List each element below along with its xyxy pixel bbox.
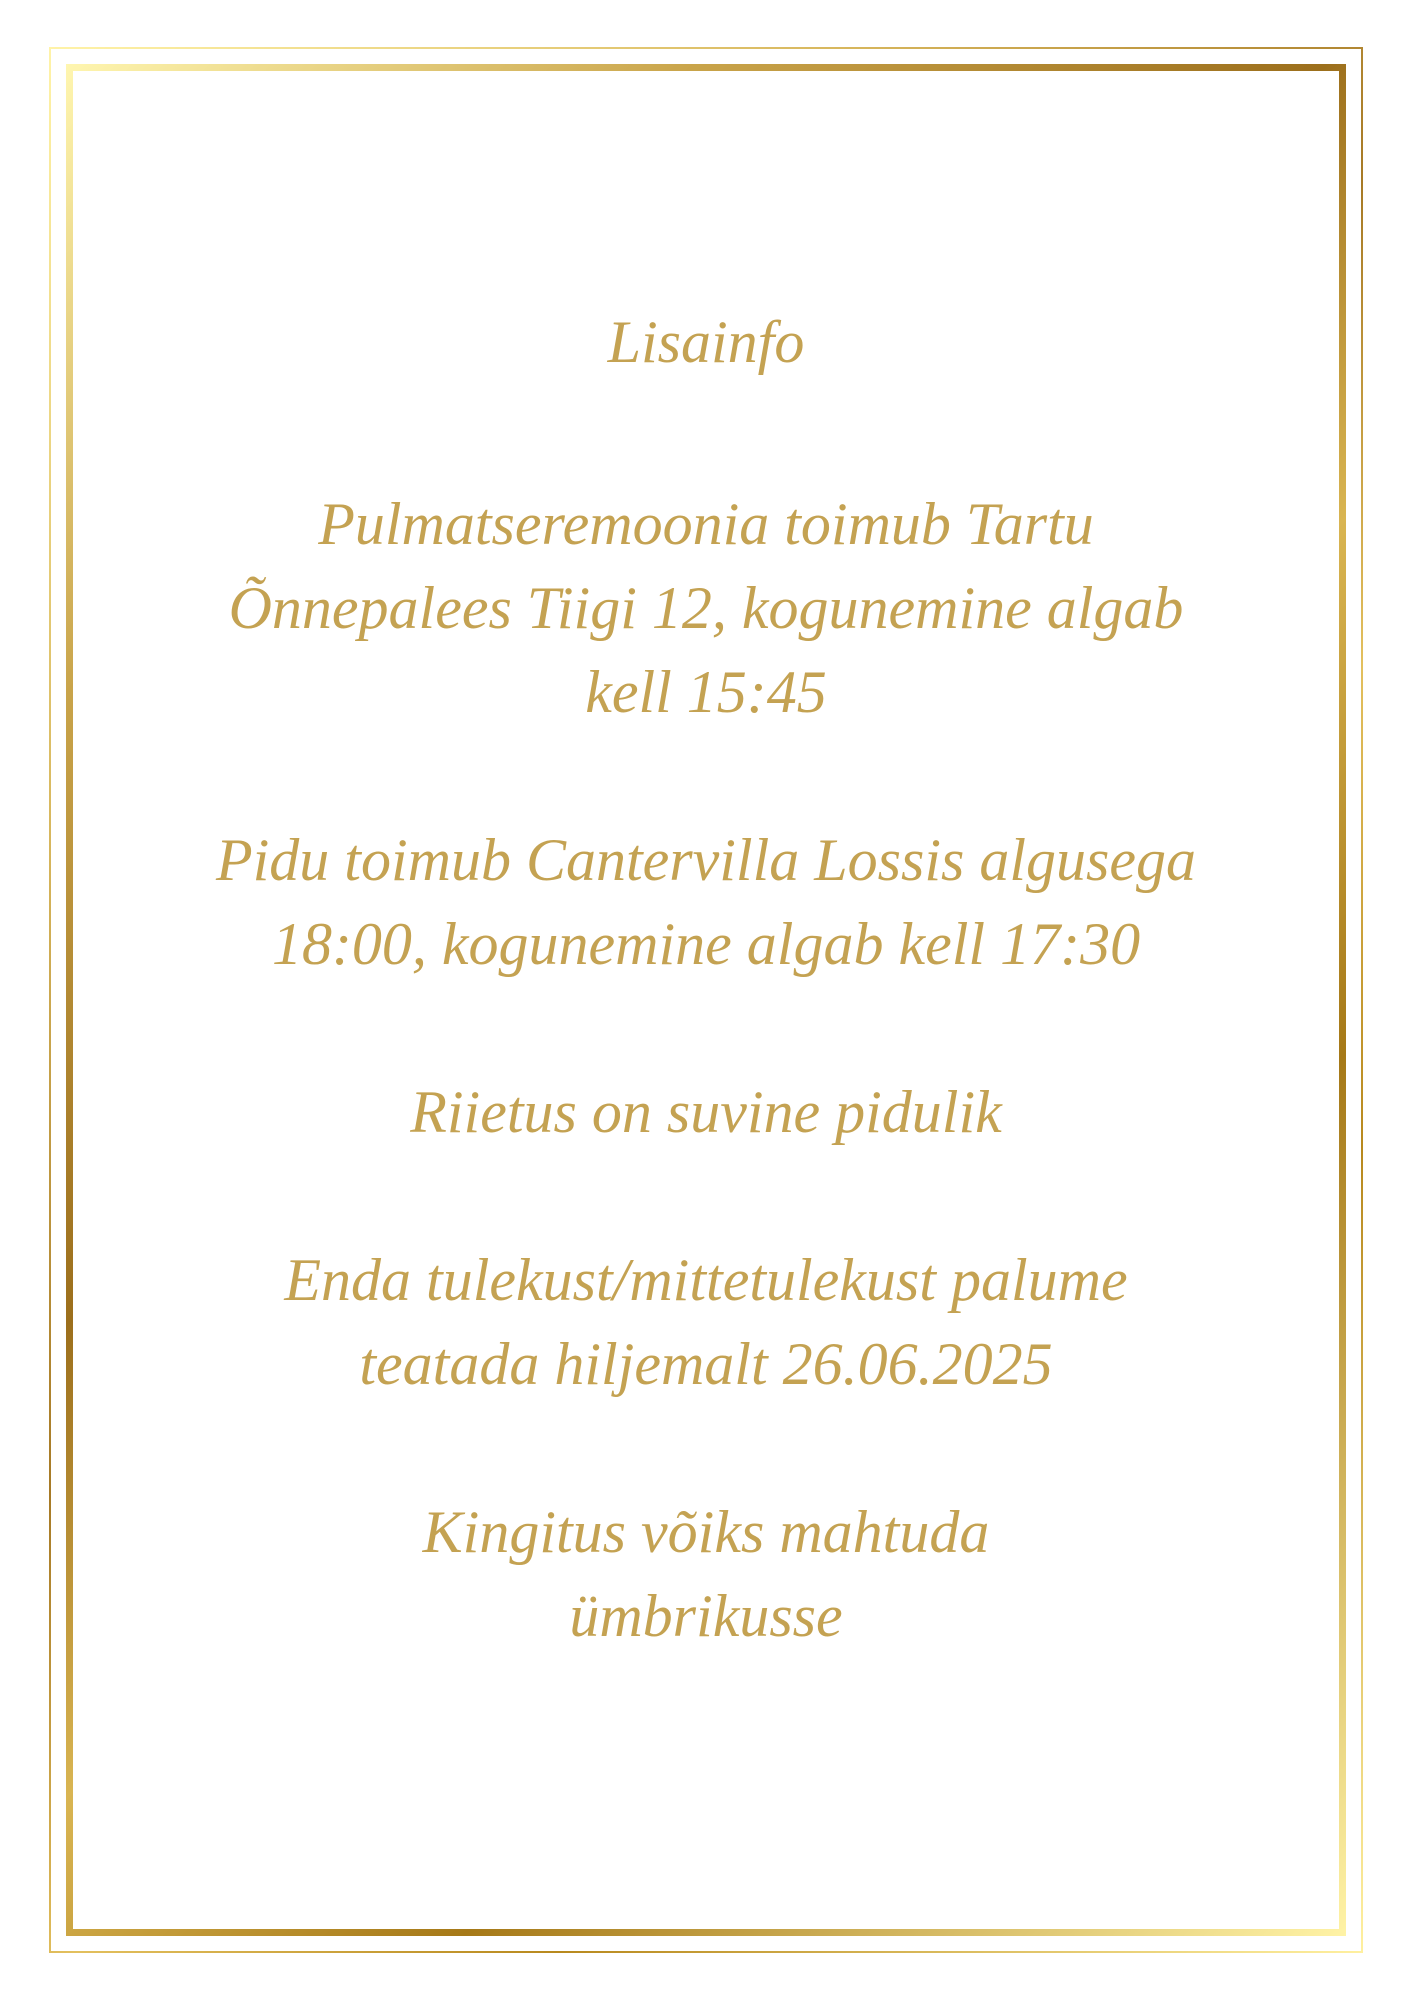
gift-line-2: ümbrikusse [569, 1583, 843, 1649]
rsvp-info [140, 1238, 1272, 1406]
party-line-2: 18:00, kogunemine algab kell 17:30 [271, 911, 1141, 977]
rsvp-line-2: teatada hiljemalt 26.06.2025 [359, 1331, 1053, 1397]
ceremony-line-3: kell 15:45 [585, 659, 827, 725]
party-info [140, 818, 1272, 986]
gift-line-1: Kingitus võiks mahtuda [422, 1499, 990, 1565]
page-title: Lisainfo [607, 309, 805, 375]
ceremony-line-1: Pulmatseremoonia toimub Tartu [318, 491, 1094, 557]
rsvp-line-1: Enda tulekust/mittetulekust palume [284, 1247, 1128, 1313]
ceremony-info [140, 482, 1272, 734]
ceremony-line-2: Õnnepalees Tiigi 12, kogunemine algab [228, 575, 1184, 641]
info-content [140, 300, 1272, 1742]
gift-info [140, 1490, 1272, 1658]
party-line-1: Pidu toimub Cantervilla Lossis algusega [215, 827, 1197, 893]
dress-code-info [140, 1070, 1272, 1154]
dress-code-line-1: Riietus on suvine pidulik [410, 1079, 1002, 1145]
